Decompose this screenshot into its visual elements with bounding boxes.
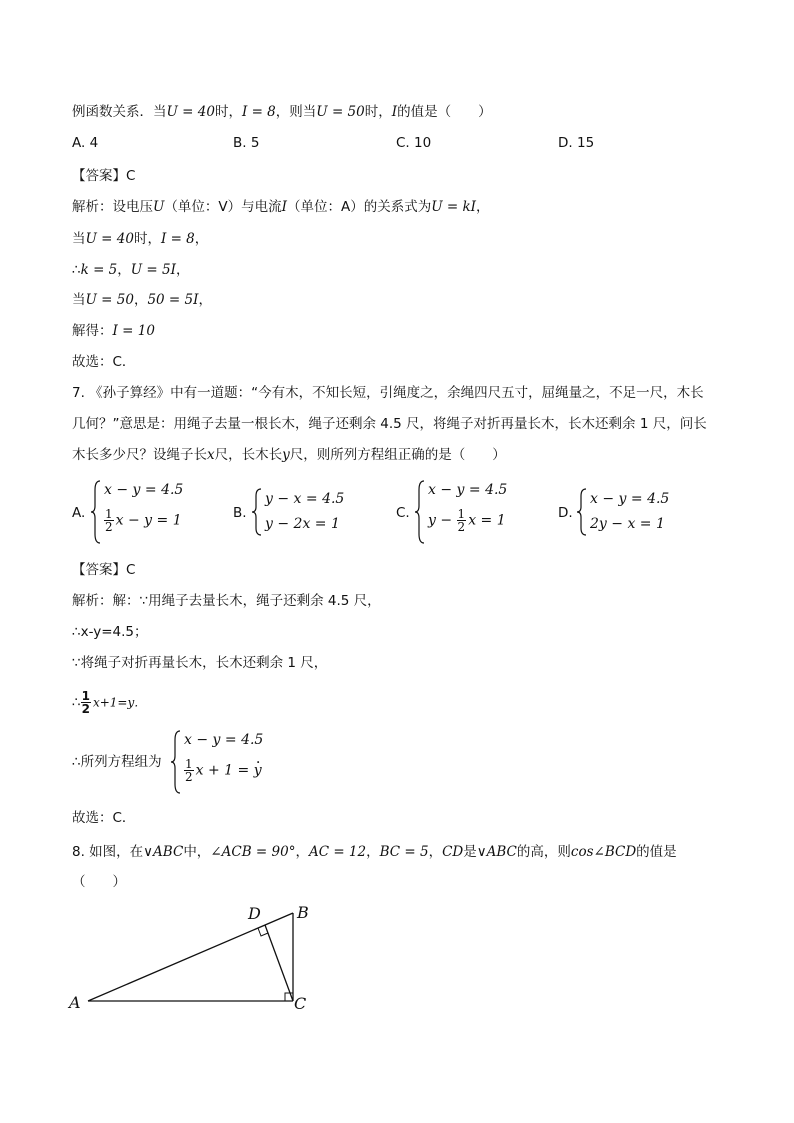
q7-solution-line-3: ∵将绳子对折再量长木，长木还剩余 1 尺， [72, 655, 328, 671]
q7-option-a-system: x − y = 4.5 $\frac{1}{2}$ x − y = 1 [90, 478, 200, 546]
q6-option-d: D. 15 [558, 135, 595, 151]
fraction-half: $\frac{1}{2}$ [457, 507, 466, 534]
q7-stem-line-3: 木长多少尺？设绳子长x尺，长木长y尺，则所列方程组正确的是（ ） [72, 447, 506, 463]
q6-u40: U = 40 [166, 104, 215, 120]
q7-stem-line-2: 几何？”意思是：用绳子去量一根长木，绳子还剩余 4.5 尺，将绳子对折再量长木，长木还剩余 1 尺，问长 [72, 416, 707, 432]
q7-option-b-system: y − x = 4.5 y − 2x = 1 [251, 487, 361, 537]
q6-solution-conclusion: 故选：C． [72, 354, 136, 370]
q7-option-d-system: x − y = 4.5 2y − x = 1 [576, 487, 686, 537]
q7-solution-line-4: ∴ $\frac{1}{2}$ x+1=y． [72, 689, 147, 716]
q7-solution-line-2: ∴x-y=4.5； [72, 624, 148, 640]
q6-option-b: B. 5 [233, 135, 260, 151]
q6-answer: 【答案】C [72, 168, 136, 184]
q8-stem-line-1: 8. 如图，在∨ABC中，∠ACB = 90°，AC = 12，BC = 5，CD是∨ABC的高，则cos∠BCD的值是 [72, 844, 677, 860]
q7-option-c-label: C. [396, 505, 410, 521]
label-d: D [248, 904, 261, 923]
q6-solution-line-5: 解得：I = 10 [72, 323, 155, 339]
q6-i8: I = 8 [241, 104, 276, 120]
segment-cd [265, 925, 293, 1001]
label-b: B [297, 903, 309, 922]
q6-u50: U = 50 [316, 104, 365, 120]
q7-solution-system: x − y = 4.5 $\frac{1}{2}$ x + 1 = y ． [170, 728, 280, 796]
q7-option-a-label: A. [72, 505, 86, 521]
label-c: C [294, 994, 307, 1013]
q7-option-d-label: D. [558, 505, 573, 521]
q6-solution-line-3: ∴k = 5，U = 5I， [72, 262, 190, 278]
segment-ab [88, 913, 293, 1001]
q6-solution-line-2: 当U = 40时，I = 8， [72, 231, 209, 247]
q6-option-c: C. 10 [396, 135, 432, 151]
q6-stem: 例函数关系．当U = 40时，I = 8，则当U = 50时，I的值是（ ） [72, 104, 492, 120]
fraction-half: $\frac{1}{2}$ [105, 507, 113, 534]
q7-solution-conclusion: 故选：C． [72, 810, 136, 826]
fraction-half: $\frac{1}{2}$ [185, 757, 193, 784]
fraction-half: $\frac{1}{2}$ [81, 689, 90, 716]
q6-option-a: A. 4 [72, 135, 99, 151]
q7-option-c-system: x − y = 4.5 y − $\frac{1}{2}$ x = 1 [414, 478, 524, 546]
q7-answer: 【答案】C [72, 562, 136, 578]
q7-stem-line-1: 7. 《孙子算经》中有一道题：“今有木，不知长短，引绳度之，余绳四尺五寸，屈绳量之，不足一尺，木长 [72, 385, 704, 401]
q8-stem-line-2: （ ） [72, 874, 126, 890]
q7-solution-line-1: 解析：解：∵用绳子去量长木，绳子还剩余 4.5 尺， [72, 593, 381, 609]
q7-option-b-label: B. [233, 505, 247, 521]
q6-solution-line-4: 当U = 50，50 = 5I， [72, 292, 212, 308]
q7-solution-line-5: ∴所列方程组为 [72, 754, 162, 770]
q6-solution-line-1: 解析：设电压U（单位：V）与电流I（单位：A）的关系式为U = kI， [72, 199, 490, 215]
label-a: A [69, 993, 81, 1012]
